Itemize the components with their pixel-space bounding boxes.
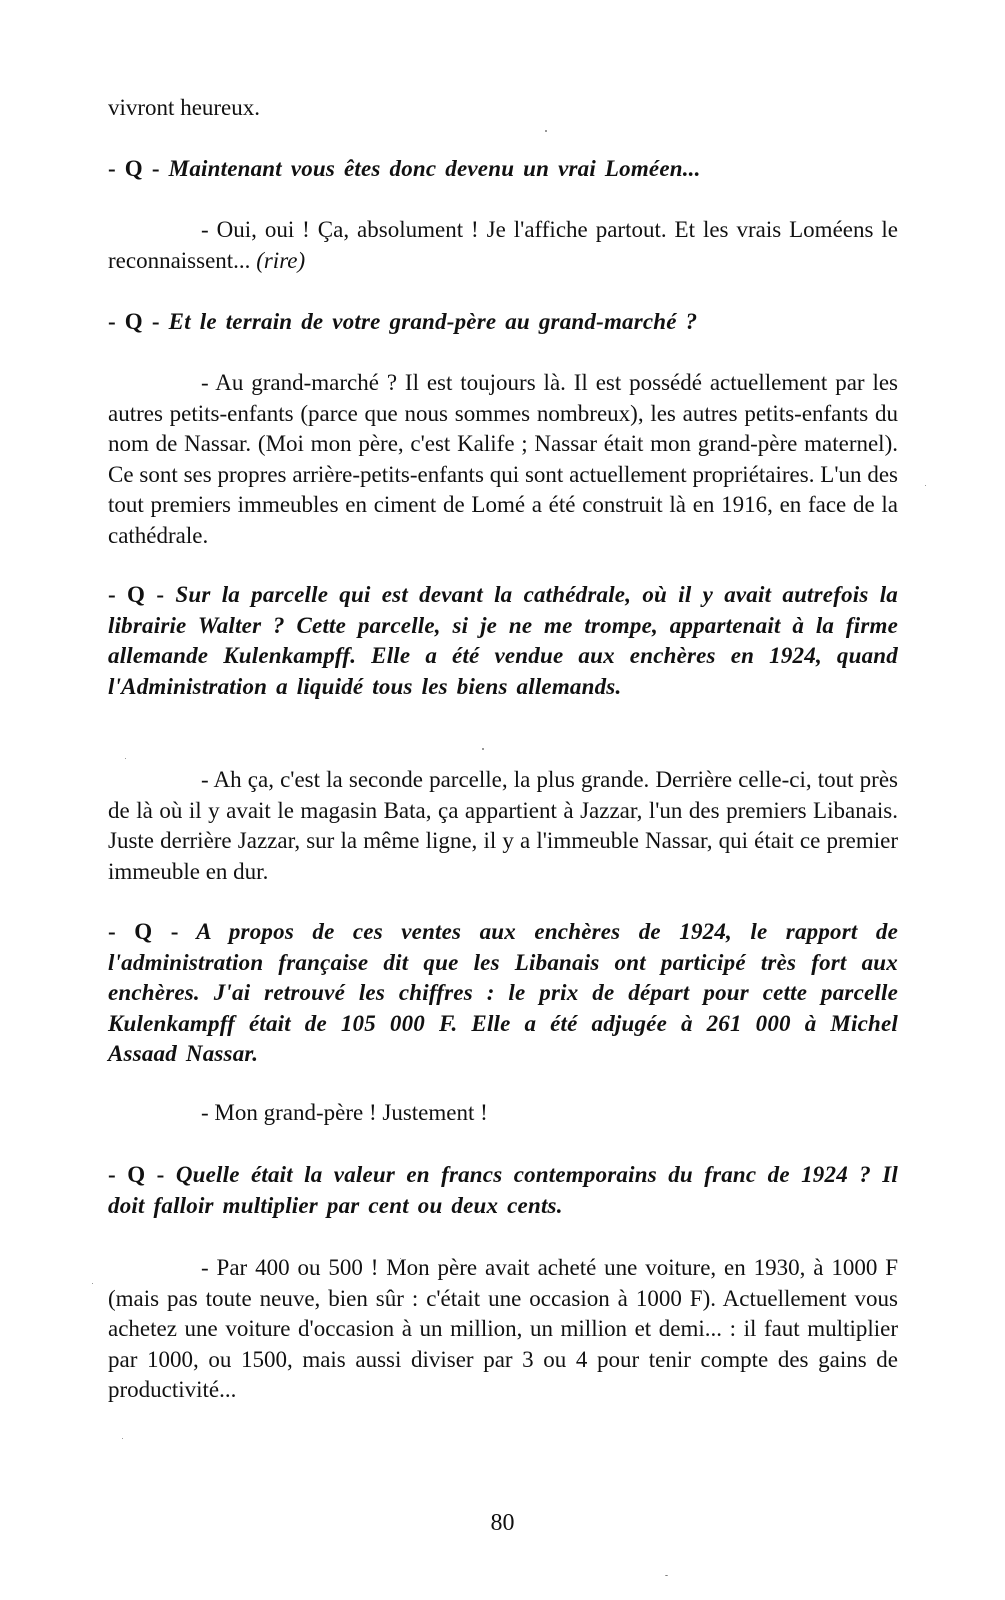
interview-question: [108, 154, 898, 185]
answer-text: - Au grand-marché ? Il est toujours là. Il est possédé actuellement par les autres petits-enfants (parce que nous sommes nombreux), les autres petits-enfants du nom de Nassar. (Moi mon père, c'est Kalife ; Nassar était mon grand-père maternel). Ce sont ses propres arrière-petits-enfants qui sont actuellement propriétaires. L'un des tout premiers immeubles en ciment de Lomé a été construit là en 1916, en face de la cathédrale.: [108, 370, 898, 548]
answer-text: - Mon grand-père ! Justement !: [201, 1100, 488, 1125]
question-text: A propos de ces ventes aux enchères de 1924, le rapport de l'administration française dit que les Libanais ont participé très fort aux enchères. J'ai retrouvé les chiffres : le prix de départ pour cette parcelle Kulenkampff était de 105 000 F. Elle a été adjugée à 261 000 à Michel Assaad Nassar.: [108, 919, 898, 1066]
scan-speck: [545, 130, 547, 132]
scan-speck: [665, 1575, 668, 1576]
question-marker: - Q -: [108, 919, 179, 944]
interview-answer: [108, 215, 898, 276]
question-marker: - Q -: [108, 582, 165, 607]
answer-text: - Ah ça, c'est la seconde parcelle, la plus grande. Derrière celle-ci, tout près de là où il y avait le magasin Bata, ça appartient à Jazzar, l'un des premiers Libanais. Juste derrière Jazzar, sur la même ligne, il y a l'immeuble Nassar, qui était ce premier immeuble en dur.: [108, 767, 898, 884]
scan-speck: [925, 485, 926, 486]
interview-answer: [108, 1253, 898, 1406]
question-marker: - Q -: [108, 156, 160, 181]
paragraph-text: vivront heureux.: [108, 95, 261, 120]
scan-speck: [92, 1283, 93, 1284]
interview-answer: [108, 368, 898, 551]
interview-answer: [108, 1098, 898, 1129]
scan-speck: [125, 758, 126, 759]
interview-question: [108, 1160, 898, 1221]
continuation-text: [108, 93, 898, 124]
answer-aside: (rire): [256, 247, 306, 273]
question-text: Quelle était la valeur en francs contemporains du franc de 1924 ? Il doit falloir multiplier par cent ou deux cents.: [108, 1162, 899, 1218]
answer-text: - Par 400 ou 500 ! Mon père avait acheté une voiture, en 1930, à 1000 F (mais pas toute neuve, bien sûr : c'était une occasion à 1000 F). Actuellement vous achetez une voiture d'occasion à un million, un million et demi... : il faut multiplier par 1000, ou 1500, mais aussi diviser par 3 ou 4 pour tenir compte des gains de productivité...: [108, 1255, 898, 1402]
question-text: Et le terrain de votre grand-père au grand-marché ?: [168, 309, 698, 334]
scan-speck: [482, 748, 484, 750]
question-text: Sur la parcelle qui est devant la cathédrale, où il y avait autrefois la librairie Walter ? Cette parcelle, si je ne me trompe, appartenait à la firme allemande Kulenkampff. Elle a été vendue aux enchères en 1924, quand l'Administration a liquidé tous les biens allemands.: [108, 582, 898, 699]
interview-question: [108, 307, 898, 338]
interview-answer: [108, 765, 898, 887]
question-marker: - Q -: [108, 309, 160, 334]
page-number: 80: [490, 1510, 515, 1536]
scan-speck: [122, 1438, 123, 1439]
question-text: Maintenant vous êtes donc devenu un vrai Loméen...: [168, 156, 701, 181]
interview-question: [108, 917, 898, 1070]
question-marker: - Q -: [108, 1162, 165, 1187]
interview-question: [108, 580, 898, 702]
answer-text: - Oui, oui ! Ça, absolument ! Je l'affiche partout. Et les vrais Loméens le reconnaissent...: [108, 217, 898, 273]
